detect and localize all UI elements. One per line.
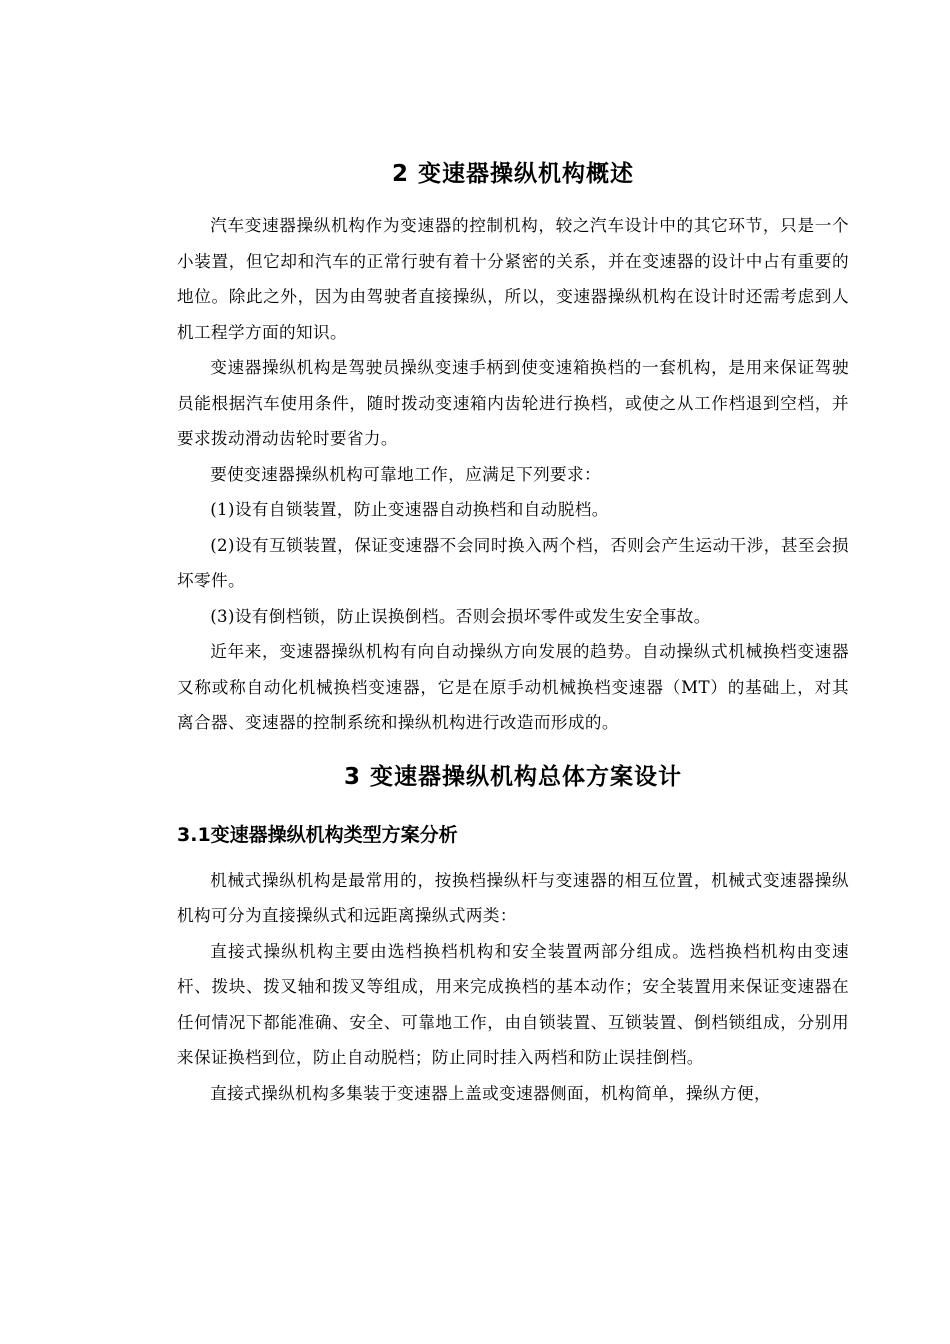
chapter-2-title: 2 变速器操纵机构概述	[391, 161, 634, 187]
chapter-3-title: 3 变速器操纵机构总体方案设计	[343, 763, 682, 790]
paragraph: 机械式操纵机构是最常用的，按换档操纵杆与变速器的相互位置，机械式变速器操纵机构可分为直接操纵式和远距离操纵式两类：	[177, 870, 849, 925]
paragraph: 直接式操纵机构主要由选档换档机构和安全装置两部分组成。选档换档机构由变速杆、拨块、拨叉轴和拨叉等组成，用来完成换档的基本动作；安全装置用来保证变速器在任何情况下都能准确、安全、可靠地工作，由自锁装置、互锁装置、倒档锁组成，分别用来保证换档到位，防止自动脱档；防止同时挂入两档和防止误挂倒档。	[177, 941, 849, 1067]
page-content	[177, 152, 849, 1111]
paragraph: 近年来，变速器操纵机构有向自动操纵方向发展的趋势。自动操纵式机械换档变速器又称或称自动化机械换档变速器，它是在原手动机械换档变速器（MT）的基础上，对其离合器、变速器的控制系统和操纵机构进行改造而形成的。	[177, 642, 849, 732]
paragraph: 汽车变速器操纵机构作为变速器的控制机构，较之汽车设计中的其它环节，只是一个小装置，但它却和汽车的正常行驶有着十分紧密的关系，并在变速器的设计中占有重要的地位。除此之外，因为由驾驶者直接操纵，所以，变速器操纵机构在设计时还需考虑到人机工程学方面的知识。	[177, 216, 849, 342]
requirement-item: (3)设有倒档锁，防止误换倒档。否则会损坏零件或发生安全事故。	[210, 606, 711, 626]
requirement-item: (1)设有自锁装置，防止变速器自动换档和自动脱档。	[210, 500, 609, 519]
requirement-item: (2)设有互锁装置，保证变速器不会同时换入两个档，否则会产生运动干涉，甚至会损坏零件。	[177, 535, 849, 590]
paragraph: 要使变速器操纵机构可靠地工作，应满足下列要求：	[210, 464, 602, 484]
section-3-1-title: 3.1变速器操纵机构类型方案分析	[177, 823, 458, 846]
paragraph: 直接式操纵机构多集装于变速器上盖或变速器侧面，机构简单，操纵方便，	[210, 1083, 771, 1103]
paragraph: 变速器操纵机构是驾驶员操纵变速手柄到使变速箱换档的一套机构，是用来保证驾驶员能根据汽车使用条件，随时拨动变速箱内齿轮进行换档，或使之从工作档退到空档，并要求拨动滑动齿轮时要省力。	[177, 358, 849, 448]
